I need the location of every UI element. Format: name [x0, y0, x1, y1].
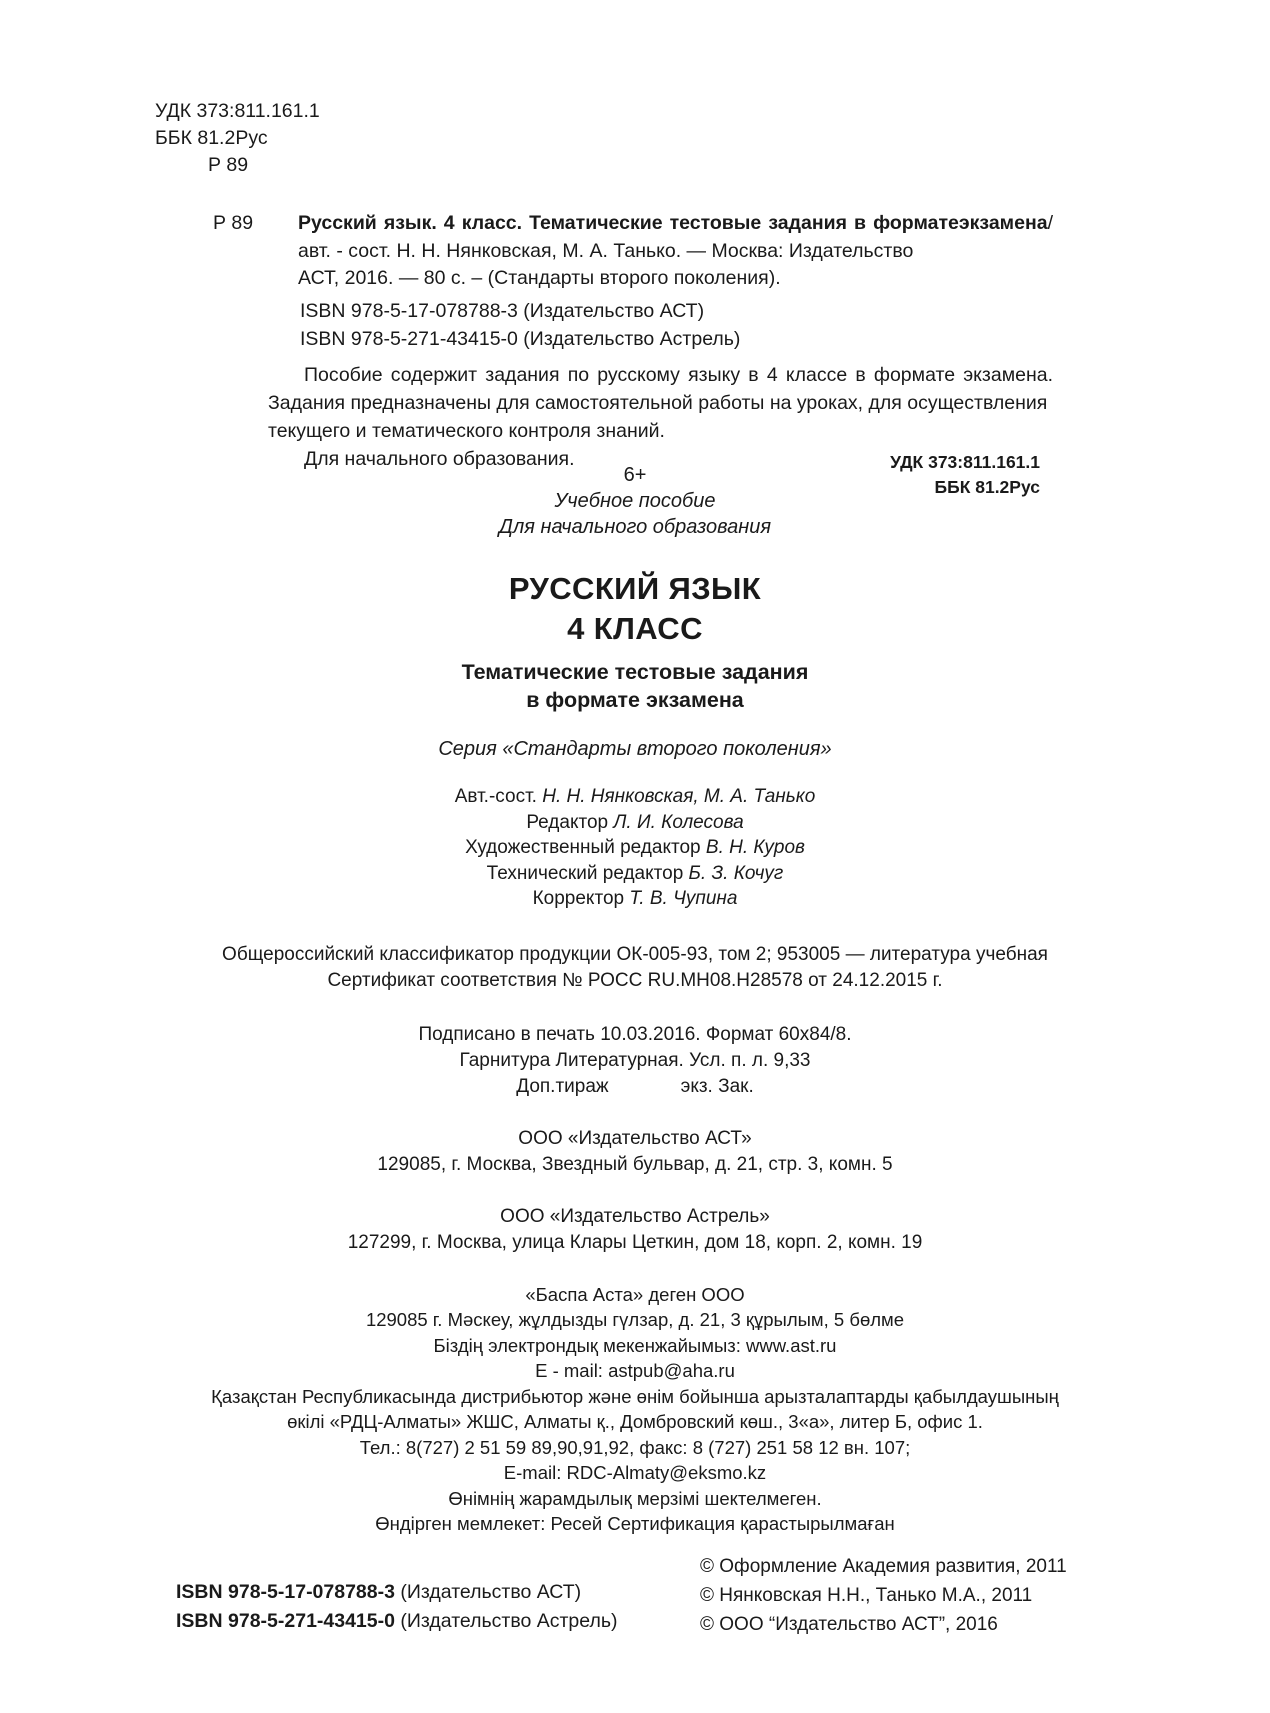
udk-code-repeat: УДК 373:811.161.1	[890, 452, 1040, 472]
book-title-line-1: РУССКИЙ ЯЗЫК	[508, 571, 762, 606]
annotation-line-4: Для начального образования.	[304, 448, 575, 470]
bottom-isbn-astrel-publisher: (Издательство Астрель)	[394, 1610, 618, 1632]
isbn-astrel: ISBN 978-5-271-43415-0 (Издательство Астрель)	[300, 328, 741, 350]
imprint-block	[185, 462, 1085, 1537]
age-rating: 6+	[623, 464, 647, 486]
kazakhstan-block	[185, 1282, 1085, 1537]
kz-phone-line: Тел.: 8(727) 2 51 59 89,90,91,92, факс: 8 (727) 251 58 12 вн. 107;	[359, 1436, 911, 1458]
book-title-line-2: 4 КЛАСС	[567, 611, 703, 646]
bottom-isbn-astrel-number: ISBN 978-5-271-43415-0	[176, 1610, 395, 1632]
credits-list	[185, 784, 1085, 912]
copyright-line-3: © ООО “Издательство АСТ”, 2016	[700, 1614, 998, 1635]
kz-shelf-life-note: Өнімнің жарамдылық мерзімі шектелмеген.	[448, 1487, 822, 1509]
credit-role: Авт.-сост.	[454, 786, 543, 807]
product-classifier-line: Общероссийский классификатор продукции ОК-005-93, том 2; 953005 — литература учебная	[222, 943, 1048, 965]
kz-country-note: Өндірген мемлекет: Ресей Сертификация қарастырылмаған	[375, 1513, 895, 1534]
credit-line	[185, 886, 1085, 912]
publisher-ast-address: 129085, г. Москва, Звездный бульвар, д. 21, стр. 3, комн. 5	[377, 1153, 893, 1175]
isbn-list	[300, 297, 740, 353]
record-imprint-line: АСТ, 2016. — 80 с. – (Стандарты второго поколения).	[298, 267, 781, 289]
credit-line	[185, 861, 1085, 887]
kz-company-name: «Баспа Аста» деген ООО	[525, 1283, 745, 1305]
print-run-line	[185, 1074, 1085, 1100]
kz-distributor-email: E-mail: RDC-Almaty@eksmo.kz	[503, 1462, 767, 1483]
print-typeface-line: Гарнитура Литературная. Усл. п. л. 9,33	[459, 1049, 811, 1071]
bottom-isbn-ast	[176, 1578, 618, 1607]
record-shelf-code: Р 89	[213, 212, 254, 234]
record-title-bold-part1: Русский язык. 4 класс. Тематические тестовые задания в формате	[298, 212, 959, 234]
credit-name: Б. З. Кочуг	[688, 862, 784, 884]
certificate-line: Сертификат соответствия № РОСС RU.МН08.Н28578 от 24.12.2015 г.	[327, 969, 943, 991]
print-run-units: экз. Зак.	[680, 1075, 754, 1097]
certification-block	[185, 942, 1085, 994]
shelf-code	[155, 152, 320, 179]
credit-name: Н. Н. Нянковская, М. А. Танько	[542, 786, 816, 807]
bibliographic-record	[213, 210, 1053, 293]
bbk-code: ББК 81.2Рус	[155, 127, 268, 149]
annotation-line-3: текущего и тематического контроля знаний.	[268, 420, 665, 442]
credit-name: В. Н. Куров	[705, 837, 805, 858]
bbk-code-repeat: ББК 81.2Рус	[934, 477, 1040, 497]
kz-distributor-line-2: өкілі «РДЦ-Алматы» ЖШС, Алматы қ., Домбровский көш., 3«а», литер Б, офис 1.	[287, 1411, 983, 1432]
shelf-code-value: Р 89	[208, 154, 249, 176]
annotation-line-2: Задания предназначены для самостоятельной работы на уроках, для осуществления	[268, 392, 1048, 414]
annotation-line-1: Пособие содержит задания по русскому языку в 4 классе в формате экзамена.	[304, 364, 1053, 386]
udk-code: УДК 373:811.161.1	[155, 100, 320, 122]
copyright-line-1: © Оформление Академия развития, 2011	[700, 1556, 1067, 1577]
credit-role: Редактор	[526, 811, 614, 833]
bottom-isbn-ast-publisher: (Издательство АСТ)	[394, 1581, 582, 1603]
kz-email-line: E - mail: astpub@aha.ru	[535, 1360, 735, 1381]
record-body	[298, 210, 1053, 293]
publication-kind: Учебное пособие	[554, 490, 716, 512]
publisher-astrel-name: ООО «Издательство Астрель»	[500, 1205, 770, 1227]
kz-distributor-line-1: Қазақстан Республикасында дистрибьютор және өнім бойынша арызталаптарды қабылдаушының	[211, 1385, 1059, 1407]
bottom-isbn-ast-number: ISBN 978-5-17-078788-3	[176, 1581, 395, 1603]
book-subtitle-line-1: Тематические тестовые задания	[461, 660, 809, 684]
publisher-astrel-address: 127299, г. Москва, улица Клары Цеткин, дом 18, корп. 2, комн. 19	[347, 1231, 923, 1253]
bottom-isbn-astrel	[176, 1607, 618, 1636]
series-name: Серия «Стандарты второго поколения»	[438, 738, 832, 760]
print-signed-line: Подписано в печать 10.03.2016. Формат 60x84/8.	[418, 1023, 852, 1045]
annotation-paragraph	[268, 361, 1053, 417]
kz-company-address: 129085 г. Мәскеу, жұлдызды гүлзар, д. 21, 3 құрылым, 5 бөлме	[365, 1309, 905, 1330]
kz-website-line: Біздің электрондық мекенжайымыз: www.ast.ru	[433, 1334, 837, 1356]
bottom-isbn-list	[176, 1578, 618, 1636]
print-details	[185, 1022, 1085, 1100]
record-statement-of-responsibility: /авт. - сост. Н. Н. Нянковская, М. А. Танько. — Москва: Издательство	[298, 212, 1053, 262]
isbn-ast: ISBN 978-5-17-078788-3 (Издательство АСТ)	[300, 300, 705, 322]
credit-line	[185, 810, 1085, 836]
publisher-ast	[185, 1126, 1085, 1178]
book-subtitle-line-2: в формате экзамена	[526, 688, 744, 712]
copyright-list	[700, 1552, 1067, 1639]
publisher-ast-name: ООО «Издательство АСТ»	[518, 1127, 752, 1149]
publisher-astrel	[185, 1204, 1085, 1256]
classification-codes	[155, 98, 320, 179]
copyright-line-2: © Нянковская Н.Н., Танько М.А., 2011	[700, 1585, 1033, 1606]
credit-name: Т. В. Чупина	[629, 888, 738, 909]
credit-role: Технический редактор	[486, 862, 689, 884]
credit-line	[185, 835, 1085, 861]
publication-audience: Для начального образования	[498, 516, 772, 538]
credit-role: Корректор	[532, 888, 630, 909]
credit-name: Л. И. Колесова	[613, 811, 744, 833]
print-run-label: Доп.тираж	[516, 1075, 609, 1097]
credit-line	[185, 784, 1085, 810]
credit-role: Художественный редактор	[465, 837, 706, 858]
record-title-bold-part2: экзамена	[958, 212, 1048, 234]
